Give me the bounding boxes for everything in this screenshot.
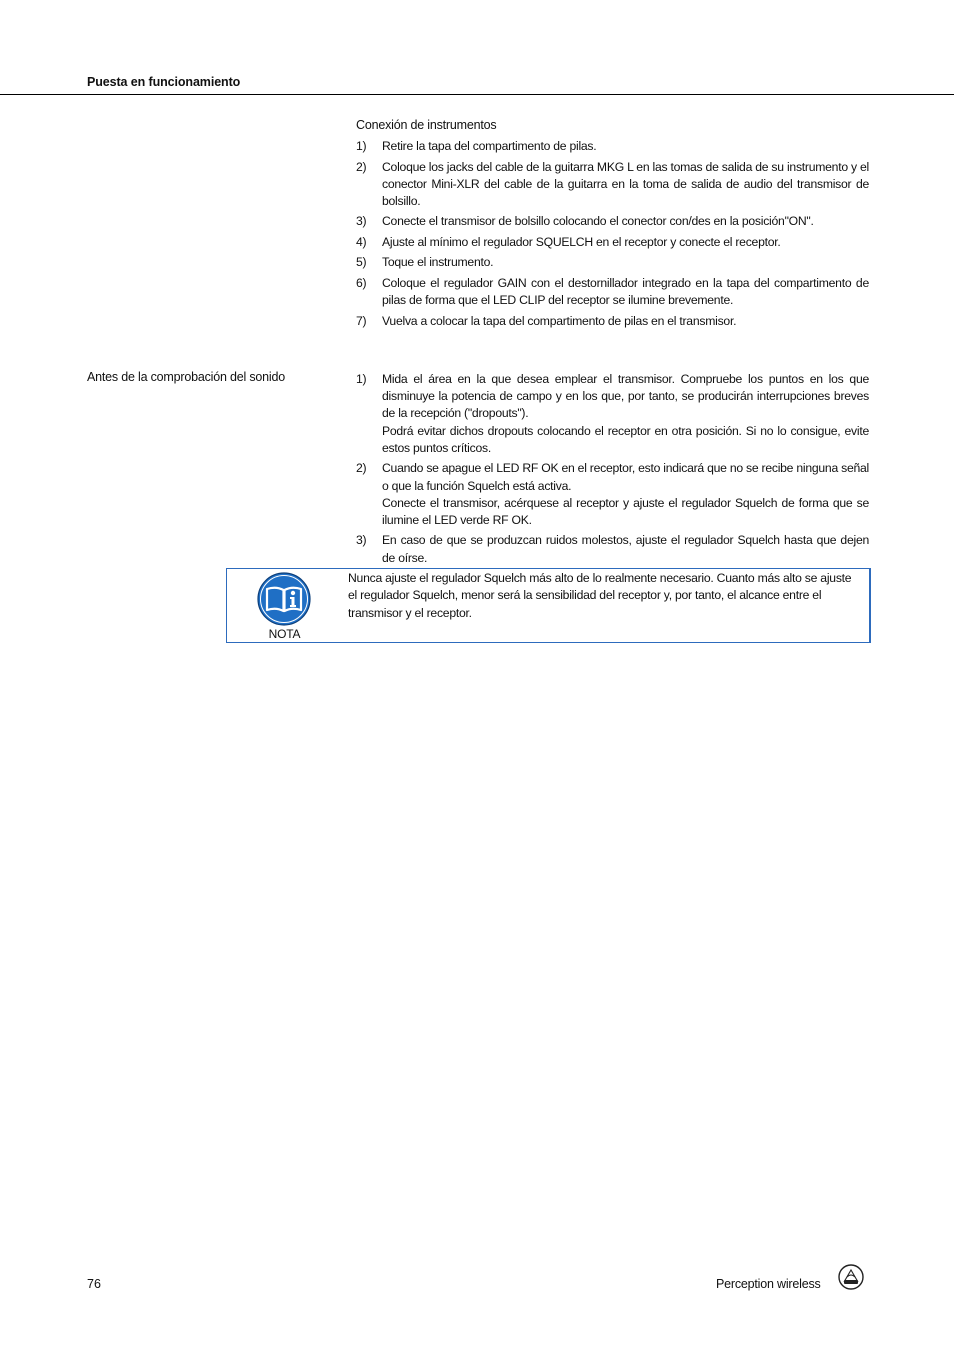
list-item bbox=[356, 254, 869, 271]
step-number: 1) bbox=[356, 139, 367, 153]
instruments-steps bbox=[356, 138, 869, 333]
list-item bbox=[356, 159, 869, 211]
list-item bbox=[356, 313, 869, 330]
soundcheck-steps bbox=[356, 371, 869, 570]
akg-logo bbox=[838, 1264, 864, 1290]
step-text: En caso de que se produzcan ruidos molestos, ajuste el regulador Squelch hasta que dejen de oírse. bbox=[382, 533, 869, 565]
list-item bbox=[356, 532, 869, 566]
section-header: Puesta en funcionamiento bbox=[87, 75, 241, 89]
step-number: 2) bbox=[356, 461, 367, 476]
step-number: 5) bbox=[356, 255, 367, 270]
list-item bbox=[356, 371, 869, 457]
step-text: Toque el instrumento. bbox=[382, 255, 494, 270]
step-text: Coloque el regulador GAIN con el destornillador integrado en la tapa del compartimento de pilas de forma que el LED CLIP del receptor se ilumine brevemente. bbox=[382, 275, 869, 308]
step-text: Ajuste al mínimo el regulador SQUELCH en el receptor y conecte el receptor. bbox=[382, 234, 781, 249]
step-text: Retire la tapa del compartimento de pilas. bbox=[382, 139, 597, 153]
step-number: 3) bbox=[356, 214, 367, 229]
step-extra-text: Podrá evitar dichos dropouts colocando el receptor en otra posición. Si no lo consigue, evite estos puntos críticos. bbox=[382, 423, 869, 455]
step-text: Conecte el transmisor de bolsillo colocando el conector con/des en la posición"ON". bbox=[382, 214, 814, 229]
step-number: 7) bbox=[356, 313, 367, 328]
step-text: Vuelva a colocar la tapa del compartimento de pilas en el transmisor. bbox=[382, 313, 737, 328]
list-item bbox=[356, 275, 869, 309]
step-number: 4) bbox=[356, 234, 367, 249]
list-item bbox=[356, 234, 869, 251]
step-number: 3) bbox=[356, 533, 367, 548]
list-item bbox=[356, 460, 869, 529]
note-label: NOTA bbox=[268, 627, 301, 641]
step-number: 6) bbox=[356, 275, 367, 290]
note-text: Nunca ajuste el regulador Squelch más alto de lo realmente necesario. Cuanto más alto se ajuste el regulador Squelch, menor será la sensibilidad del receptor y, por tanto, el alcance entre el transmisor y el receptor. bbox=[348, 571, 852, 620]
header-rule bbox=[0, 94, 954, 95]
footer-title: Perception wireless bbox=[716, 1277, 821, 1291]
step-text: Cuando se apague el LED RF OK en el receptor, esto indicará que no se recibe ninguna señal o que la función Squelch está activa. bbox=[382, 461, 869, 493]
info-book-icon bbox=[257, 572, 311, 626]
step-extra-text: Conecte el transmisor, acérquese al receptor y ajuste el regulador Squelch de forma que se ilumine el LED verde RF OK. bbox=[382, 495, 869, 527]
page-number: 76 bbox=[87, 1277, 101, 1291]
list-item bbox=[356, 138, 869, 155]
step-text: Coloque los jacks del cable de la guitarra MKG L en las tomas de salida de su instrumento y el conector Mini-XLR del cable de la guitarra en la toma de salida de audio del transmisor de bolsillo. bbox=[382, 159, 869, 208]
step-number: 1) bbox=[356, 372, 367, 386]
step-number: 2) bbox=[356, 159, 367, 174]
list-item bbox=[356, 213, 869, 230]
soundcheck-heading: Antes de la comprobación del sonido bbox=[87, 370, 285, 384]
instruments-heading: Conexión de instrumentos bbox=[356, 118, 497, 132]
step-text: Mida el área en la que desea emplear el transmisor. Compruebe los puntos en los que disminuye la potencia de campo y en los que, por tanto, se producirán interrupciones breves de la recepción ("dropouts"). bbox=[382, 372, 869, 421]
